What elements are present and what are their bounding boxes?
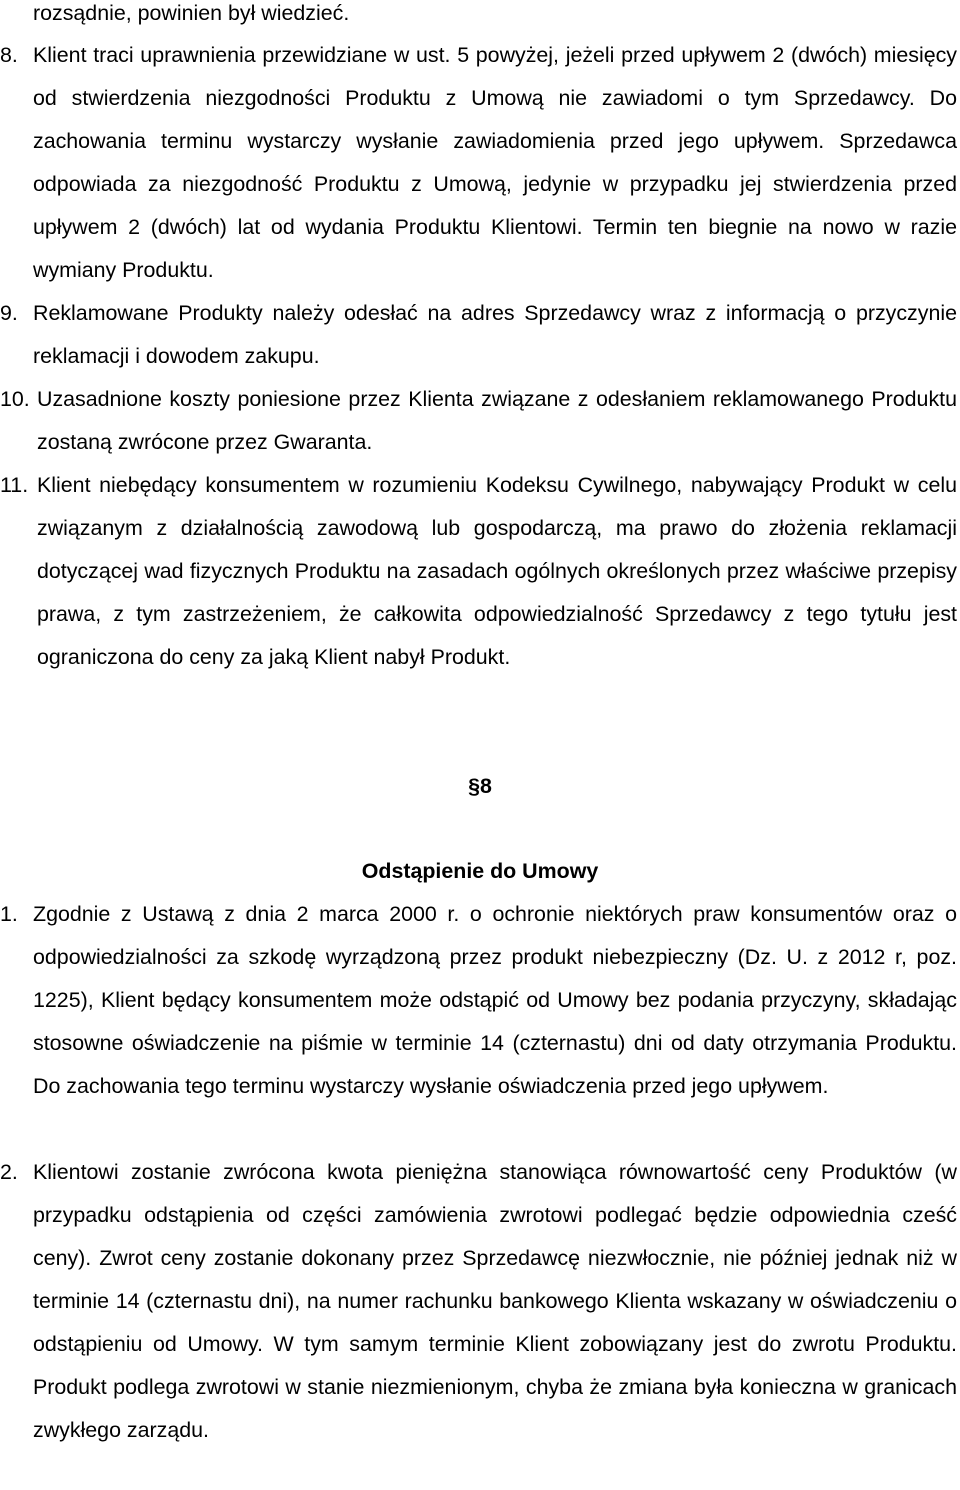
list-item-text: Klient traci uprawnienia przewidziane w ust. 5 powyżej, jeżeli przed upływem 2 (dwóch) miesięcy od stwierdzenia niezgodności Produktu z Umową nie zawiadomi o tym Sprzedawcy. Do zachowania terminu wystarczy wysłanie zawiadomienia przed jego upływem. Sprzedawca odpowiada za niezgodność Produktu z Umową, jedynie w przypadku jej stwierdzenia przed upływem 2 (dwóch) lat od wydania Produktu Klientowi. Termin ten biegnie na nowo w razie wymiany Produktu.	[33, 43, 957, 282]
list-number: 10.	[0, 387, 30, 411]
section-number: §8	[468, 774, 492, 798]
list-item-text: Klient niebędący konsumentem w rozumieniu Kodeksu Cywilnego, nabywający Produkt w celu związanym z działalnością zawodową lub gospodarczą, ma prawo do złożenia reklamacji dotyczącej wad fizycznych Produktu na zasadach ogólnych określonych przez właściwe przepisy prawa, z tym zastrzeżeniem, że całkowita odpowiedzialność Sprzedawcy z tego tytułu jest ograniczona do ceny za jaką Klient nabył Produkt.	[37, 473, 957, 669]
list-number: 9.	[0, 301, 18, 325]
section-title: Odstąpienie do Umowy	[361, 859, 599, 883]
list-item-text: Uzasadnione koszty poniesione przez Klienta związane z odesłaniem reklamowanego Produktu zostaną zwrócone przez Gwaranta.	[37, 387, 957, 454]
list-number: 1.	[0, 902, 18, 926]
list-item-text: Zgodnie z Ustawą z dnia 2 marca 2000 r. o ochronie niektórych praw konsumentów oraz o odpowiedzialności za szkodę wyrządzoną przez produkt niebezpieczny (Dz. U. z 2012 r, poz. 1225), Klient będący konsumentem może odstąpić od Umowy bez podania przyczyny, składając stosowne oświadczenie na piśmie w terminie 14 (czternastu) dni od daty otrzymania Produktu. Do zachowania tego terminu wystarczy wysłanie oświadczenia przed jego upływem.	[33, 902, 957, 1098]
intro-tail-paragraph: rozsądnie, powinien był wiedzieć.	[33, 1, 350, 25]
list-number: 11.	[0, 473, 29, 497]
list-item-text: Reklamowane Produkty należy odesłać na adres Sprzedawcy wraz z informacją o przyczynie reklamacji i dowodem zakupu.	[33, 301, 957, 368]
list-item-text: Klientowi zostanie zwrócona kwota pieniężna stanowiąca równowartość ceny Produktów (w przypadku odstąpienia od części zamówienia zwrotowi podlegać będzie odpowiednia cześć ceny). Zwrot ceny zostanie dokonany przez Sprzedawcę niezwłocznie, nie później jednak niż w terminie 14 (czternastu dni), na numer rachunku bankowego Klienta wskazany w oświadczeniu o odstąpieniu od Umowy. W tym samym terminie Klient zobowiązany jest do zwrotu Produktu. Produkt podlega zwrotowi w stanie niezmienionym, chyba że zmiana była konieczna w granicach zwykłego zarządu.	[33, 1160, 957, 1442]
list-number: 8.	[0, 43, 18, 67]
list-number: 2.	[0, 1160, 18, 1184]
